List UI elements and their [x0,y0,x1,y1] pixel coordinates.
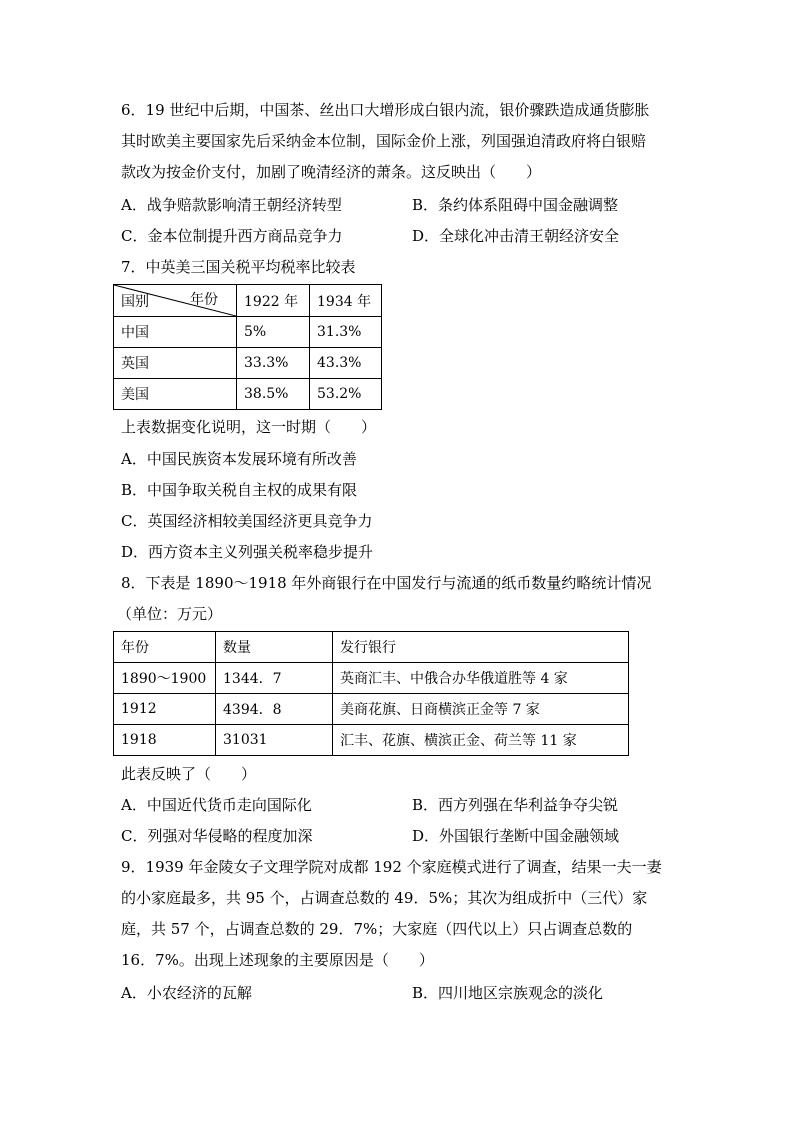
q7-tariff-table [113,284,382,410]
cell-amount: 4394．8 [216,694,333,725]
cell-country: 美国 [114,379,237,410]
q6-option-b[interactable]: B．条约体系阻碍中国金融调整 [412,196,619,214]
q9-option-b[interactable]: B．四川地区宗族观念的淡化 [412,984,604,1002]
cell-1934: 43.3% [310,348,382,379]
col-header-year: 年份 [114,632,216,663]
q9-stem-line-1: 9．1939 年金陵女子文理学院对成都 192 个家庭模式进行了调查，结果一夫一妻 [121,858,662,876]
q6-stem-line-3: 款改为按金价支付，加剧了晚清经济的萧条。这反映出（ ） [121,163,542,181]
q7-option-d[interactable]: D．西方资本主义列强关税率稳步提升 [121,543,374,561]
cell-amount: 31031 [216,725,333,756]
cell-1934: 53.2% [310,379,382,410]
cell-1922: 5% [237,317,310,348]
cell-bank: 英商汇丰、中俄合办华俄道胜等 4 家 [333,663,629,694]
col-header-bank: 发行银行 [333,632,629,663]
cell-year: 1912 [114,694,216,725]
q7-stem: 上表数据变化说明，这一时期（ ） [121,418,377,436]
col-header-1922: 1922 年 [237,285,310,317]
cell-1934: 31.3% [310,317,382,348]
q6-option-a[interactable]: A．战争赔款影响清王朝经济转型 [121,196,342,214]
q8-stem: 此表反映了（ ） [121,765,257,783]
table-row [114,694,629,725]
table-row [114,663,629,694]
cell-bank: 美商花旗、日商横滨正金等 7 家 [333,694,629,725]
corner-label-year: 年份 [190,292,218,308]
table-row [114,317,382,348]
cell-year: 1890～1900 [114,663,216,694]
table-row [114,379,382,410]
cell-1922: 33.3% [237,348,310,379]
q6-option-d[interactable]: D．全球化冲击清王朝经济安全 [412,227,620,245]
cell-country: 英国 [114,348,237,379]
q8-title: 8．下表是 1890～1918 年外商银行在中国发行与流通的纸币数量约略统计情况 [121,574,652,592]
table-header-row [114,285,382,317]
q8-option-d[interactable]: D．外国银行垄断中国金融领域 [412,827,620,845]
q6-stem-line-1: 6．19 世纪中后期，中国茶、丝出口大增形成白银内流，银价骤跌造成通货膨胀 [121,101,650,119]
cell-country: 中国 [114,317,237,348]
cell-year: 1918 [114,725,216,756]
table-row [114,725,629,756]
table-header-row [114,632,629,663]
cell-1922: 38.5% [237,379,310,410]
q7-option-a[interactable]: A．中国民族资本发展环境有所改善 [121,450,357,468]
cell-amount: 1344．7 [216,663,333,694]
diagonal-header-cell [114,285,237,317]
q9-stem-line-2: 的小家庭最多，共 95 个，占调查总数的 49．5%；其次为组成折中（三代）家 [121,889,648,907]
q7-option-b[interactable]: B．中国争取关税自主权的成果有限 [121,481,358,499]
corner-label-country: 国别 [121,294,149,310]
col-header-1934: 1934 年 [310,285,382,317]
q8-banknote-table [113,631,629,756]
q9-stem-line-4: 16．7%。出现上述现象的主要原因是（ ） [121,951,434,969]
q8-unit: （单位：万元） [117,605,223,623]
table-row [114,348,382,379]
q6-stem-line-2: 其时欧美主要国家先后采纳金本位制，国际金价上涨，列国强迫清政府将白银赔 [121,132,647,150]
q8-option-a[interactable]: A．中国近代货币走向国际化 [121,796,312,814]
col-header-amount: 数量 [216,632,333,663]
cell-bank: 汇丰、花旗、横滨正金、荷兰等 11 家 [333,725,629,756]
q8-option-c[interactable]: C．列强对华侵略的程度加深 [121,827,313,845]
q8-option-b[interactable]: B．西方列强在华利益争夺尖锐 [412,796,619,814]
q7-title: 7．中英美三国关税平均税率比较表 [121,258,356,276]
q9-stem-line-3: 庭，共 57 个，占调查总数的 29．7%；大家庭（四代以上）只占调查总数的 [121,920,633,938]
q7-option-c[interactable]: C．英国经济相较美国经济更具竞争力 [121,512,373,530]
q9-option-a[interactable]: A．小农经济的瓦解 [121,984,252,1002]
q6-option-c[interactable]: C．金本位制提升西方商品竞争力 [121,227,343,245]
